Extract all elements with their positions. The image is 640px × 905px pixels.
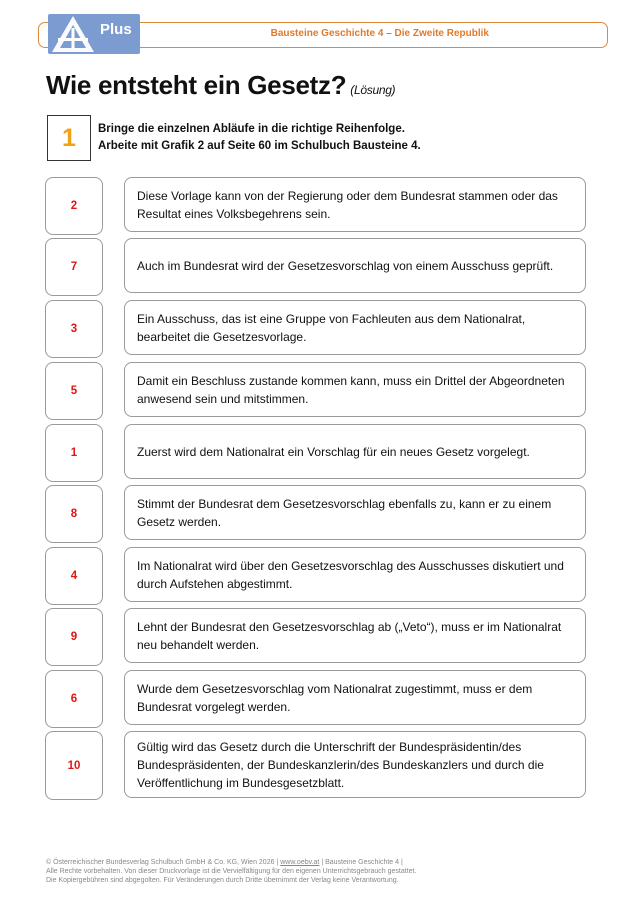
statement-box: Zuerst wird dem Nationalrat ein Vorschlag für ein neues Gesetz vorgelegt. <box>124 424 586 479</box>
order-number-box[interactable]: 7 <box>45 238 103 296</box>
logo-text: Plus <box>100 21 132 38</box>
task-instructions <box>98 121 421 155</box>
task-line-2: Arbeite mit Grafik 2 auf Seite 60 im Schulbuch Bausteine 4. <box>98 140 421 152</box>
statement-box: Ein Ausschuss, das ist eine Gruppe von Fachleuten aus dem Nationalrat, bearbeitet die Gesetzesvorlage. <box>124 300 586 355</box>
statement-box: Damit ein Beschluss zustande kommen kann, muss ein Drittel der Abgeordneten anwesend sein und mitstimmen. <box>124 362 586 417</box>
statement-box: Lehnt der Bundesrat den Gesetzesvorschlag ab („Veto“), muss er im Nationalrat neu behandelt werden. <box>124 608 586 663</box>
plus-logo <box>48 14 140 54</box>
header-title: Bausteine Geschichte 4 – Die Zweite Republik <box>270 28 489 39</box>
statement-box: Auch im Bundesrat wird der Gesetzesvorschlag von einem Ausschuss geprüft. <box>124 238 586 293</box>
statement-box: Diese Vorlage kann von der Regierung oder dem Bundesrat stammen oder das Resultat eines Volksbegehrens sein. <box>124 177 586 232</box>
statement-box: Im Nationalrat wird über den Gesetzesvorschlag des Ausschusses diskutiert und durch Aufstehen abgestimmt. <box>124 547 586 602</box>
task-number-box: 1 <box>47 115 91 161</box>
statement-box: Stimmt der Bundesrat dem Gesetzesvorschlag ebenfalls zu, kann er zu einem Gesetz werden. <box>124 485 586 540</box>
statement-box: Gültig wird das Gesetz durch die Unterschrift der Bundespräsidentin/des Bundespräsidenten, der Bundeskanzlerin/des Bundeskanzlers und durch die Veröffentlichung im Bundesgesetzblatt. <box>124 731 586 798</box>
order-number-box[interactable]: 3 <box>45 300 103 358</box>
footer-link[interactable]: www.oebv.at <box>280 859 320 866</box>
order-number-box[interactable]: 4 <box>45 547 103 605</box>
footer-line-2: Alle Rechte vorbehalten. Von dieser Druckvorlage ist die Vervielfältigung für den eigenen Unterrichtsgebrauch gestattet. <box>46 868 417 875</box>
order-number-box[interactable]: 5 <box>45 362 103 420</box>
footer-copyright-text: © Österreichischer Bundesverlag Schulbuch GmbH & Co. KG, Wien 2026 | <box>46 859 281 866</box>
order-number-box[interactable]: 2 <box>45 177 103 235</box>
order-number-box[interactable]: 1 <box>45 424 103 482</box>
footer-line-3: Die Kopiergebühren sind abgegolten. Für Veränderungen durch Dritte übernimmt der Verlag keine Verantwortung. <box>46 877 399 884</box>
footer-line-1 <box>46 858 606 867</box>
order-number-box[interactable]: 9 <box>45 608 103 666</box>
order-number-box[interactable]: 6 <box>45 670 103 728</box>
task-line-1: Bringe die einzelnen Abläufe in die richtige Reihenfolge. <box>98 123 405 135</box>
footer-copyright <box>46 858 606 885</box>
page-title <box>46 70 395 101</box>
page-title-text: Wie entsteht ein Gesetz? <box>46 70 347 100</box>
order-number-box[interactable]: 10 <box>45 731 103 800</box>
footer-book-title: | Bausteine Geschichte 4 | <box>319 859 403 866</box>
order-number-box[interactable]: 8 <box>45 485 103 543</box>
statement-box: Wurde dem Gesetzesvorschlag vom Nationalrat zugestimmt, muss er dem Bundesrat vorgelegt werden. <box>124 670 586 725</box>
page-subtitle: (Lösung) <box>350 83 396 97</box>
